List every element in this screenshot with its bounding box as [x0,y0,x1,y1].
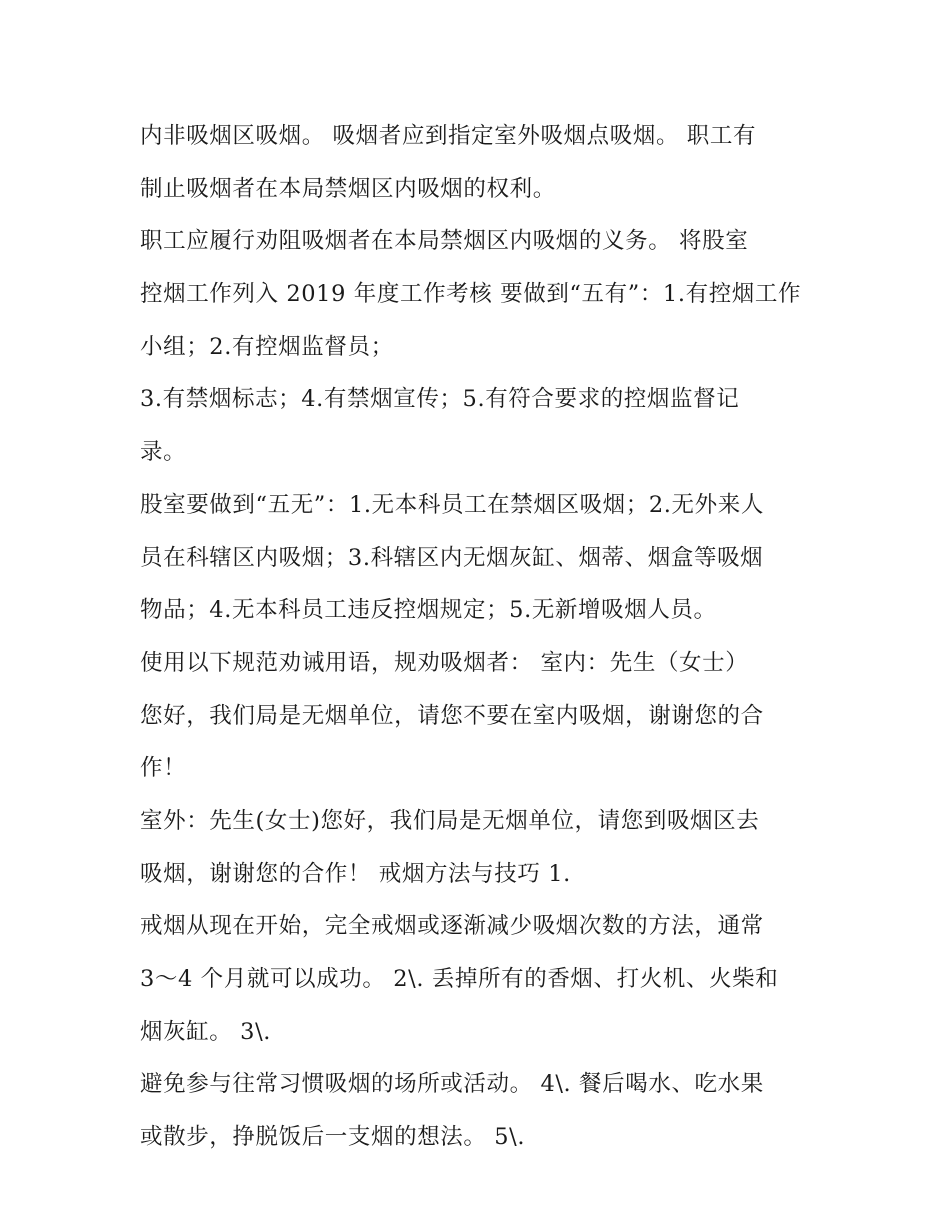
text-line: 戒烟从现在开始，完全戒烟或逐渐减少吸烟次数的方法，通常 [140,913,764,940]
text-line: 控烟工作列入 2019 年度工作考核 要做到“五有”：1.有控烟工作 [140,281,802,308]
text-line: 作！ [140,755,187,782]
text-line: 股室要做到“五无”：1.无本科员工在禁烟区吸烟；2.无外来人 [140,491,764,518]
document-body [140,110,820,1164]
text-line: 物品；4.无本科员工违反控烟规定；5.无新增吸烟人员。 [140,597,717,624]
text-line: 您好，我们局是无烟单位，请您不要在室内吸烟，谢谢您的合 [140,702,764,729]
text-line: 小组；2.有控烟监督员； [140,333,394,360]
text-line: 职工应履行劝阻吸烟者在本局禁烟区内吸烟的义务。 将股室 [140,228,749,255]
text-line: 3.有禁烟标志；4.有禁烟宣传；5.有符合要求的控烟监督记 [140,386,740,413]
text-line: 避免参与往常习惯吸烟的场所或活动。 4\. 餐后喝水、吃水果 [140,1071,764,1098]
text-line: 室外：先生(女士)您好，我们局是无烟单位，请您到吸烟区去 [140,807,760,834]
text-line: 吸烟，谢谢您的合作！ 戒烟方法与技巧 1. [140,860,571,887]
text-line: 烟灰缸。 3\. [140,1018,272,1045]
text-line: 使用以下规范劝诫用语，规劝吸烟者： 室内：先生（女士） [140,649,749,676]
text-line: 3～4 个月就可以成功。 2\. 丢掉所有的香烟、打火机、火柴和 [140,966,779,992]
text-line: 员在科辖区内吸烟；3.科辖区内无烟灰缸、烟蒂、烟盒等吸烟 [140,544,764,571]
text-line: 或散步，挣脱饭后一支烟的想法。 5\. [140,1124,526,1151]
text-line: 录。 [140,439,187,466]
text-line: 内非吸烟区吸烟。 吸烟者应到指定室外吸烟点吸烟。 职工有 [140,123,757,149]
text-line: 制止吸烟者在本局禁烟区内吸烟的权利。 [140,175,556,202]
